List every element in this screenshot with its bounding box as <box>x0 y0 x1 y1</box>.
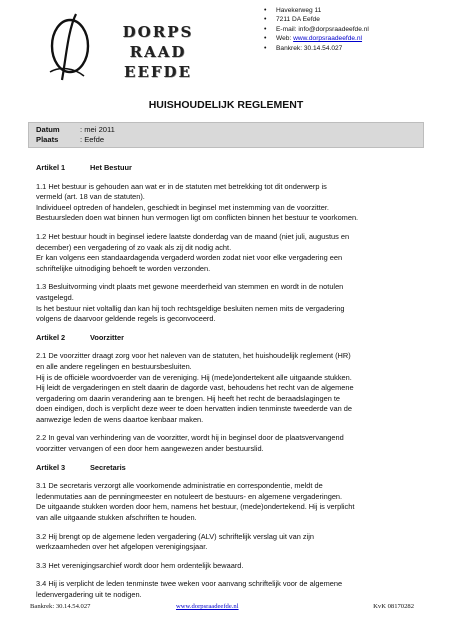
paragraph-line: 1.1 Het bestuur is gehouden aan wat er in de statuten met betrekking tot dit onderwerp is <box>36 181 327 191</box>
regulation-body <box>36 163 422 609</box>
contact-web <box>276 34 369 43</box>
paragraph-line: 3.2 Hij brengt op de algemene leden vergadering (ALV) schriftelijk verslag uit van zijn <box>36 531 314 541</box>
paragraph-line: ledenmutaties aan de penningmeester en notuleert de bestuurs- en algemene vergaderingen. <box>36 491 343 501</box>
article-paragraph <box>36 561 422 572</box>
paragraph-line: Hij leidt de vergaderingen en stelt daarin de dagorde vast, behoudens het recht van de algemene <box>36 383 354 393</box>
paragraph-line: 1.3 Besluitvorming vindt plaats met gewone meerderheid van stemmen en wordt in de notulen <box>36 282 344 292</box>
meta-place-label: Plaats <box>36 135 59 144</box>
article-paragraph <box>36 182 422 224</box>
meta-box <box>28 122 424 148</box>
paragraph-line: De uitgaande stukken worden door hem, namens het bestuur, (mede)ondertekend. Hij is verplicht <box>36 502 355 512</box>
article-paragraph <box>36 232 422 274</box>
paragraph-line: vermeld (art. 18 van de statuten). <box>36 192 145 202</box>
paragraph-line: vastgelegd. <box>36 292 74 302</box>
paragraph-line: Is het bestuur niet voltallig dan kan hij toch rechtsgeldige besluiten nemen mits de vergadering <box>36 303 345 313</box>
contact-address: • Havekerweg 11 <box>276 6 369 15</box>
logo-text <box>98 22 218 82</box>
article-heading <box>36 163 422 174</box>
footer-kvk: KvK 08170282 <box>373 603 414 610</box>
logo-line-3: EEFDE <box>124 63 192 81</box>
meta-date-row <box>36 125 115 135</box>
paragraph-line: 2.1 De voorzitter draagt zorg voor het naleven van de statuten, het huishoudelijk reglement (HR) <box>36 351 351 361</box>
paragraph-line: 2.2 In geval van verhindering van de voorzitter, wordt hij in beginsel door de plaatsvervangend <box>36 433 344 443</box>
paragraph-line: Bestuursleden doen wat binnen hun vermogen ligt om conflicten binnen het bestuur te voorkomen. <box>36 213 359 223</box>
page-title: HUISHOUDELIJK REGLEMENT <box>148 99 304 111</box>
paragraph-line: voorzitter vervangen of een door hem aangewezen ander bestuurslid. <box>36 444 264 454</box>
article-number: Artikel 2 <box>36 332 66 342</box>
article-title: Voorzitter <box>90 332 124 342</box>
paragraph-line: 3.4 Hij is verplicht de leden tenminste twee weken voor aanvang schriftelijk voor de algemene <box>36 579 343 589</box>
article-number: Artikel 1 <box>36 163 66 172</box>
article-paragraph <box>36 282 422 324</box>
contact-email: • E-mail: info@dorpsraadeefde.nl <box>276 25 369 34</box>
paragraph-line: schriftelijke uitnodiging behoeft te worden verzonden. <box>36 263 211 273</box>
article-paragraph <box>36 579 422 600</box>
paragraph-line: aanwezige leden de wens daartoe kenbaar maken. <box>36 414 204 424</box>
paragraph-line: ledenvergadering uit te nodigen. <box>36 590 142 599</box>
article-title: Het Bestuur <box>90 163 132 172</box>
article-heading <box>36 333 422 344</box>
paragraph-line: volgens de daarvoor geldende regels is geconvoceerd. <box>36 314 216 324</box>
paragraph-line: 3.3 Het verenigingsarchief wordt door hem ordentelijk bewaard. <box>36 560 244 570</box>
paragraph-line: vergadering om daarin verandering aan te brengen. Hij heeft het recht de beraadslagingen te <box>36 393 341 403</box>
article-paragraph <box>36 351 422 425</box>
paragraph-line: doen eindigen, doch is verplicht deze weer te doen hervatten indien tenminste tweederde van de <box>36 404 352 414</box>
article-heading <box>36 463 422 474</box>
meta-place-value: : Eefde <box>80 135 105 144</box>
contact-bank: • Bankrek: 30.14.54.027 <box>276 44 369 53</box>
paragraph-line: december) een vergadering of zo vaak als zij dit nodig acht. <box>36 242 232 252</box>
meta-place-row <box>36 135 104 145</box>
dorpsraad-logo <box>40 10 200 82</box>
contact-web-label: Web: <box>276 35 294 43</box>
paragraph-line: 1.2 Het bestuur houdt in beginsel iedere laatste donderdag van de maand (niet juli, augustus en <box>36 231 350 241</box>
article-paragraph <box>36 532 422 553</box>
paragraph-line: Er kan volgens een standaardagenda vergaderd worden zodat niet voor elke vergadering een <box>36 253 343 263</box>
contact-list <box>262 6 369 53</box>
article-paragraph <box>36 433 422 454</box>
article-paragraph <box>36 481 422 523</box>
paragraph-line: werkzaamheden over het afgelopen verenigingsjaar. <box>36 542 208 552</box>
paragraph-line: Individueel optreden of handelen, geschiedt in beginsel met instemming van de voorzitter. <box>36 202 329 212</box>
contact-postcode: • 7211 DA Eefde <box>276 15 369 24</box>
contact-web-link[interactable]: www.dorpsraadeefde.nl <box>293 35 363 43</box>
meta-date-value: : mei 2011 <box>80 125 115 134</box>
article-number: Artikel 3 <box>36 462 66 472</box>
logo-line-2: RAAD <box>129 43 187 61</box>
logo-line-1: DORPS <box>122 23 194 41</box>
paragraph-line: 3.1 De secretaris verzorgt alle voorkomende administratie en correspondentie, meldt de <box>36 481 323 491</box>
footer-bank: Bankrek: 30.14.54.027 <box>30 603 91 610</box>
meta-date-label: Datum <box>36 125 60 134</box>
article-title: Secretaris <box>90 462 126 472</box>
paragraph-line: en alle andere regelingen en bestuursbesluiten. <box>36 361 192 371</box>
paragraph-line: Hij is de officiële woordvoerder van de vereniging. Hij (mede)ondertekent alle uitgaande stukken. <box>36 372 352 382</box>
footer-web-link[interactable]: www.dorpsraadeefde.nl <box>176 603 239 610</box>
paragraph-line: van alle uitgaande stukken afschriften te houden. <box>36 513 197 523</box>
